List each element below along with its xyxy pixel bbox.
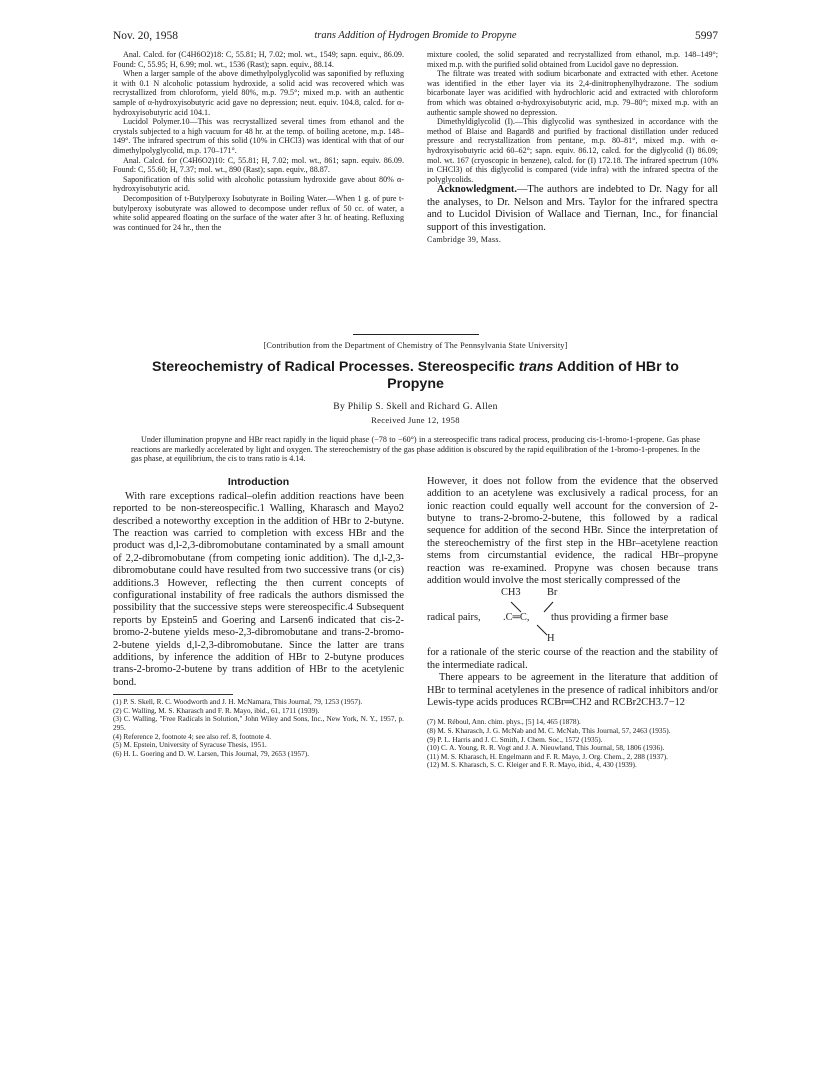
struct-lead: radical pairs, [427,612,481,624]
received-date: Received June 12, 1958 [371,415,460,425]
intro-paragraph: However, it does not follow from the evidence that the observed addition to an acetylene was exclusively a radical process, for an ionic reaction could equally well account for the conversion of 2-butyne to trans-2-bromo-2-butene, this followed by a radical sequence for addition of the second HBr. Since the interpretation of the stereochemistry of the first step in the HBr–acetylene reaction stems from circumstantial evidence, the radical HBr–propyne reaction was re-examined. Propyne was chosen because trans addition would involve the most sterically compressed of the [427,475,718,587]
prev-paragraph: Decomposition of t-Butylperoxy Isobutyrate in Boiling Water.—When 1 g. of pure t-butylperoxy isobutyrate was allowed to decompose under reflux of 50 cc. of water, a white solid appeared floating on the surface of the water after 3 hr. of heating. Refluxing was continued for 24 hr., then the [113,193,404,232]
running-title: trans Addition of Hydrogen Bromide to Propyne [314,30,517,41]
struct-br: Br [547,587,558,599]
body-right-column [427,476,718,770]
header-date: Nov. 20, 1958 [113,30,179,42]
acknowledgment [427,184,718,234]
prev-paragraph: Dimethyldiglycolid (I).—This diglycolid was synthesized in accordance with the method of Blaise and Bagard8 and purified by fractional distillation under reduced pressure and recrystallization from pentane, m.p. 80–81°, mixed m.p. with α-hydroxyisobutyric acid 60–62°; sapn. equiv. 86.12, calcd. for the diglycolid (I) 86.09; mol. wt. 167 (cryoscopic in benzene), calcd. for (I) 172.18. The infrared spectrum (10% in CHCl3) of this diglycolid is compared (vide infra) with the infrared spectra of the polyglycolids. [427,117,718,184]
prev-paragraph: Lucidol Polymer.10—This was recrystallized several times from ethanol and the crystals subjected to a high vacuum for 48 hr. at the temp. of boiling acetone, m.p. 148–149°. The infrared spectrum of this solid (10% in CHCl3) was identical with that of our dimethylpolyglycolid, m.p. 170–171°. [113,117,404,155]
intro-paragraph: There appears to be agreement in the literature that addition of HBr to terminal acetylenes in the presence of radical inhibitors and/or Lewis-type acids produces RCBr═CH2 and RCBr2CH3.7−12 [427,672,718,709]
struct-h: H [547,633,555,645]
footnotes-left [113,698,404,758]
prev-paragraph: Anal. Calcd. for (C4H6O2)10: C, 55.81; H, 7.02; mol. wt., 861; sapn. equiv. 86.09. Found: C, 55.60; H, 7.37; mol. wt., 890 (Rast); sapn. equiv., 88.87. [113,155,404,175]
prev-paragraph: When a larger sample of the above dimethylpolyglycolid was saponified by refluxing it with 0.1 N alcoholic potassium hydroxide, a solid acid was recovered which was recrystallized from chloroform, yield 80%, m.p. 79.5°; mixed m.p. with an authentic sample of α-hydroxyisobutyric acid gave no depression; neut. equiv. 104.8, calcd. for α-hydroxyisobutyric acid 104.1. [113,69,404,117]
body-left-column [113,476,404,770]
prev-left-column [113,50,404,328]
footnote: (12) M. S. Kharasch, S. C. Kleiger and F. R. Mayo, ibid., 4, 430 (1939). [427,760,637,770]
struct-tail: thus providing a firmer base [551,612,669,624]
footnotes-right [427,718,718,770]
author-address: Cambridge 39, Mass. [427,234,502,244]
title-part: Stereochemistry of Radical Processes. Stereospecific [152,359,519,375]
footnote: (8) M. S. Kharasch, J. G. McNab and M. C. McNab, This Journal, 57, 2463 (1935). [427,726,671,736]
footnote: (5) M. Epstein, University of Syracuse Thesis, 1951. [113,740,267,750]
intro-paragraph: for a rationale of the steric course of the reaction and the stability of the intermediate radical. [427,647,718,671]
article-divider [353,334,479,335]
abstract: Under illumination propyne and HBr react rapidly in the liquid phase (−78 to −60°) in a stereospecific trans radical process, producing cis-1-bromo-1-propene. Gas phase reactions are markedly accelerated by light and oxygen. The stereochemistry of the gas phase addition is obscured by the rapid equilibration of the 1-bromo-1-propenes. In the gas phase, at equilibrium, the cis to trans ratio is 4.14. [131,435,700,464]
struct-ch3: CH3 [501,587,521,599]
page-number: 5997 [695,30,718,42]
prev-right-column [427,50,718,328]
prev-paragraph: Anal. Calcd. for (C4H6O2)18: C, 55.81; H, 7.02; mol. wt., 1549; sapn. equiv., 86.09. Found: C, 55.95; H, 6.99; mol. wt., 1536 (Rast); sapn. equiv., 88.14. [113,50,404,69]
footnote: (3) C. Walling, "Free Radicals in Solution," John Wiley and Sons, Inc., New York, N. Y., 1957, p. 295. [113,714,404,733]
contribution-line: [Contribution from the Department of Chemistry of The Pennsylvania State University] [263,341,568,350]
journal-page [113,30,718,1050]
acknowledgment-text: —The authors are indebted to Dr. Nagy for all the analyses, to Dr. Nelson and Mrs. Taylor for the infrared spectra and to Lucidol Division of Wallace and Tiernan, Inc., for financial support of this investigation. [427,184,718,233]
previous-article-continuation [113,50,718,328]
footnote: (11) M. S. Kharasch, H. Engelmann and F. R. Mayo, J. Org. Chem., 2, 288 (1937). [427,751,668,761]
article-body [113,476,718,770]
page-header [113,30,718,50]
footnote: (2) C. Walling, M. S. Kharasch and F. R. Mayo, ibid., 61, 1711 (1939). [113,705,320,715]
intro-paragraph: With rare exceptions radical–olefin addition reactions have been reported to be non-stereospecific.1 Walling, Kharasch and Mayo2 described a noteworthy exception in the addition of HBr to 2-butyne. The reaction was carried to completion with excess HBr and the product was d,l-2,3-dibromobutane contaminated by a small amount of 2,2-dibromobutane (from competing ionic addition). The d,l-2,3-dibromobutane could have resulted from two successive trans (or cis) additions.3 However, reflecting the then current concepts of configurational instability of free radicals the authors dismissed the possibility that the successive steps were stereospecific.4 Subsequent reports by Epstein5 and Goering and Larsen6 indicated that cis-2-bromo-2-butene yields meso-2,3-dibromobutane and trans-2-bromo-2-butene yields d,l-2,3-dibromobutane. Since the latter are trans additions, by inference the addition of HBr to 2-butyne produces trans-2-bromo-2-butene by trans addition of HBr to the acetylenic bond. [113,490,404,688]
prev-paragraph: mixture cooled, the solid separated and recrystallized from ethanol, m.p. 148–149°; mixed m.p. with the purified solid obtained from Lucidol gave no depression. [427,50,718,69]
prev-paragraph: Saponification of this solid with alcoholic potassium hydroxide gave about 80% α-hydroxyisobutyric acid. [113,174,404,194]
footnote-rule [113,694,233,695]
footnote: (4) Reference 2, footnote 4; see also ref. 8, footnote 4. [113,731,272,741]
footnote: (1) P. S. Skell, R. C. Woodworth and J. H. McNamara, This Journal, 79, 1253 (1957). [113,697,363,707]
struct-core: .C═C, [503,612,530,624]
footnote: (7) M. Réboul, Ann. chim. phys., [5] 14, 465 (1878). [427,717,581,727]
propene-radical-structure [427,587,718,647]
intro-heading: Introduction [227,475,290,488]
authors: By Philip S. Skell and Richard G. Allen [333,401,498,412]
article-title [123,359,708,393]
footnote: (10) C. A. Young, R. R. Vogt and J. A. Nieuwland, This Journal, 58, 1806 (1936). [427,743,665,753]
title-part: Addition of HBr to Propyne [387,359,679,392]
acknowledgment-heading: Acknowledgment. [437,184,517,196]
prev-paragraph: The filtrate was treated with sodium bicarbonate and extracted with ether. Acetone was identified in the ether layer via its 2,4-dinitrophenylhydrazone. The sodium bicarbonate layer was acidified with hydrochloric acid and extracted with chloroform from which was obtained α-hydroxyisobutyric acid, m.p. 79–80°; mixed m.p. with an authentic sample showed no depression. [427,69,718,117]
footnote: (6) H. L. Goering and D. W. Larsen, This Journal, 79, 2653 (1957). [113,748,310,758]
title-italic: trans [518,359,554,375]
footnote: (9) P. L. Harris and J. C. Smith, J. Chem. Soc., 1572 (1935). [427,734,603,744]
